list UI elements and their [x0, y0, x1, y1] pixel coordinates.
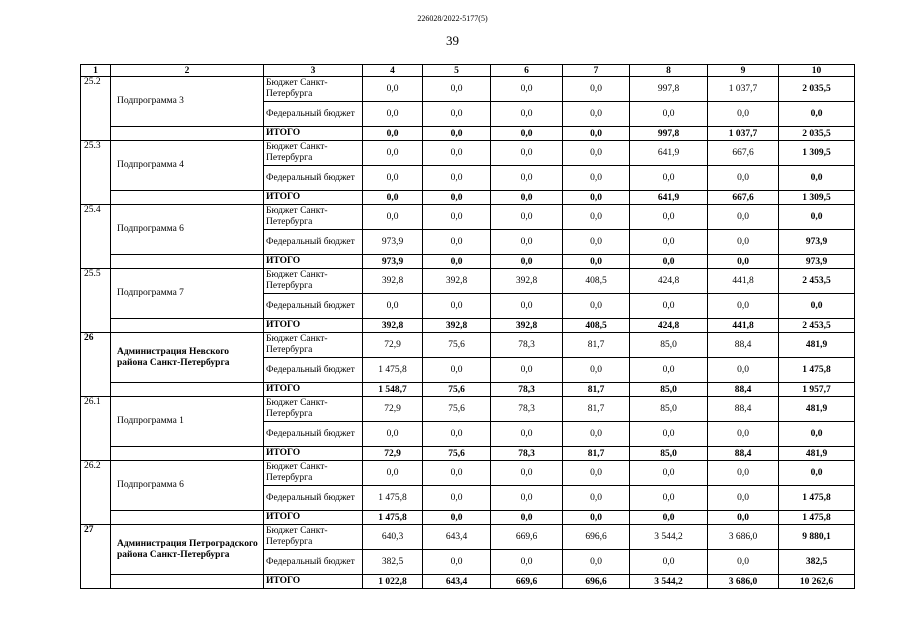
amount-cell: 85,0	[630, 397, 708, 422]
row-code: 25.4	[81, 205, 111, 269]
amount-cell: 0,0	[563, 77, 630, 102]
amount-cell: 0,0	[708, 550, 779, 575]
amount-cell: 0,0	[630, 550, 708, 575]
blank-cell	[111, 255, 264, 269]
amount-cell: 0,0	[491, 102, 563, 127]
amount-cell: 2 453,5	[779, 319, 855, 333]
amount-cell: 0,0	[563, 461, 630, 486]
amount-cell: 0,0	[630, 102, 708, 127]
funding-source: Федеральный бюджет	[264, 358, 363, 383]
amount-cell: 0,0	[630, 422, 708, 447]
amount-cell: 0,0	[708, 511, 779, 525]
row-code: 25.2	[81, 77, 111, 141]
amount-cell: 973,9	[363, 230, 423, 255]
amount-cell: 1 548,7	[363, 383, 423, 397]
amount-cell: 1 475,8	[779, 511, 855, 525]
funding-source: Федеральный бюджет	[264, 486, 363, 511]
row-code: 25.5	[81, 269, 111, 333]
amount-cell: 0,0	[708, 358, 779, 383]
amount-cell: 0,0	[491, 294, 563, 319]
amount-cell: 0,0	[708, 461, 779, 486]
amount-cell: 0,0	[363, 141, 423, 166]
amount-cell: 696,6	[563, 525, 630, 550]
column-header: 8	[630, 65, 708, 77]
amount-cell: 85,0	[630, 333, 708, 358]
amount-cell: 643,4	[423, 525, 491, 550]
column-header: 5	[423, 65, 491, 77]
table-row	[81, 205, 855, 230]
total-row	[81, 319, 855, 333]
amount-cell: 0,0	[708, 294, 779, 319]
amount-cell: 0,0	[491, 205, 563, 230]
amount-cell: 0,0	[363, 422, 423, 447]
funding-source: Федеральный бюджет	[264, 294, 363, 319]
amount-cell: 0,0	[491, 127, 563, 141]
row-code: 26.1	[81, 397, 111, 461]
row-code: 26	[81, 333, 111, 397]
funding-source: Федеральный бюджет	[264, 166, 363, 191]
amount-cell: 0,0	[630, 511, 708, 525]
funding-source: Федеральный бюджет	[264, 230, 363, 255]
funding-source: ИТОГО	[264, 511, 363, 525]
amount-cell: 0,0	[363, 191, 423, 205]
column-header: 6	[491, 65, 563, 77]
amount-cell: 0,0	[630, 205, 708, 230]
amount-cell: 696,6	[563, 575, 630, 589]
amount-cell: 1 475,8	[779, 486, 855, 511]
amount-cell: 0,0	[779, 461, 855, 486]
total-row	[81, 511, 855, 525]
amount-cell: 0,0	[491, 422, 563, 447]
amount-cell: 81,7	[563, 383, 630, 397]
budget-table	[80, 64, 855, 589]
amount-cell: 669,6	[491, 575, 563, 589]
blank-cell	[111, 575, 264, 589]
amount-cell: 997,8	[630, 77, 708, 102]
blank-cell	[111, 511, 264, 525]
program-name: Подпрограмма 1	[111, 397, 264, 447]
blank-cell	[111, 383, 264, 397]
amount-cell: 392,8	[491, 269, 563, 294]
funding-source: Бюджет Санкт-Петербурга	[264, 77, 363, 102]
row-code: 25.3	[81, 141, 111, 205]
amount-cell: 0,0	[779, 294, 855, 319]
amount-cell: 88,4	[708, 333, 779, 358]
amount-cell: 392,8	[363, 269, 423, 294]
total-row	[81, 383, 855, 397]
amount-cell: 0,0	[563, 230, 630, 255]
program-name: Администрация Петроградского района Санкт-Петербурга	[111, 525, 264, 575]
amount-cell: 408,5	[563, 319, 630, 333]
amount-cell: 1 475,8	[363, 358, 423, 383]
amount-cell: 0,0	[363, 461, 423, 486]
amount-cell: 0,0	[563, 102, 630, 127]
amount-cell: 481,9	[779, 447, 855, 461]
program-name: Подпрограмма 6	[111, 461, 264, 511]
amount-cell: 0,0	[491, 230, 563, 255]
total-row	[81, 127, 855, 141]
amount-cell: 78,3	[491, 397, 563, 422]
document-id: 226028/2022-5177(5)	[417, 14, 488, 23]
amount-cell: 0,0	[708, 230, 779, 255]
amount-cell: 0,0	[423, 294, 491, 319]
amount-cell: 1 037,7	[708, 77, 779, 102]
table-row	[81, 397, 855, 422]
amount-cell: 643,4	[423, 575, 491, 589]
amount-cell: 0,0	[708, 486, 779, 511]
amount-cell: 0,0	[491, 77, 563, 102]
blank-cell	[111, 447, 264, 461]
amount-cell: 0,0	[423, 255, 491, 269]
amount-cell: 0,0	[363, 77, 423, 102]
amount-cell: 2 453,5	[779, 269, 855, 294]
column-header: 2	[111, 65, 264, 77]
amount-cell: 0,0	[491, 141, 563, 166]
funding-source: ИТОГО	[264, 319, 363, 333]
amount-cell: 481,9	[779, 397, 855, 422]
funding-source: Бюджет Санкт-Петербурга	[264, 269, 363, 294]
amount-cell: 3 544,2	[630, 575, 708, 589]
amount-cell: 0,0	[708, 255, 779, 269]
total-row	[81, 255, 855, 269]
amount-cell: 88,4	[708, 383, 779, 397]
amount-cell: 973,9	[779, 230, 855, 255]
amount-cell: 0,0	[630, 461, 708, 486]
amount-cell: 1 475,8	[779, 358, 855, 383]
amount-cell: 0,0	[423, 511, 491, 525]
amount-cell: 0,0	[630, 166, 708, 191]
column-header: 7	[563, 65, 630, 77]
amount-cell: 75,6	[423, 383, 491, 397]
amount-cell: 1 475,8	[363, 486, 423, 511]
amount-cell: 0,0	[423, 230, 491, 255]
table-row	[81, 269, 855, 294]
funding-source: Федеральный бюджет	[264, 102, 363, 127]
amount-cell: 0,0	[630, 255, 708, 269]
table-body	[81, 77, 855, 589]
amount-cell: 0,0	[563, 511, 630, 525]
amount-cell: 641,9	[630, 191, 708, 205]
amount-cell: 424,8	[630, 269, 708, 294]
program-name: Подпрограмма 3	[111, 77, 264, 127]
amount-cell: 1 475,8	[363, 511, 423, 525]
amount-cell: 0,0	[363, 205, 423, 230]
amount-cell: 997,8	[630, 127, 708, 141]
table-row	[81, 461, 855, 486]
funding-source: ИТОГО	[264, 127, 363, 141]
amount-cell: 0,0	[563, 358, 630, 383]
amount-cell: 0,0	[630, 294, 708, 319]
funding-source: Бюджет Санкт-Петербурга	[264, 525, 363, 550]
amount-cell: 669,6	[491, 525, 563, 550]
amount-cell: 392,8	[363, 319, 423, 333]
amount-cell: 0,0	[423, 102, 491, 127]
amount-cell: 441,8	[708, 319, 779, 333]
amount-cell: 0,0	[423, 205, 491, 230]
amount-cell: 1 309,5	[779, 141, 855, 166]
amount-cell: 81,7	[563, 447, 630, 461]
column-header: 1	[81, 65, 111, 77]
amount-cell: 0,0	[363, 102, 423, 127]
total-row	[81, 447, 855, 461]
amount-cell: 2 035,5	[779, 77, 855, 102]
amount-cell: 382,5	[363, 550, 423, 575]
amount-cell: 0,0	[491, 255, 563, 269]
amount-cell: 392,8	[423, 269, 491, 294]
amount-cell: 0,0	[708, 166, 779, 191]
amount-cell: 0,0	[363, 166, 423, 191]
funding-source: Федеральный бюджет	[264, 422, 363, 447]
amount-cell: 88,4	[708, 397, 779, 422]
amount-cell: 0,0	[491, 511, 563, 525]
amount-cell: 0,0	[563, 166, 630, 191]
funding-source: Бюджет Санкт-Петербурга	[264, 141, 363, 166]
column-header: 3	[264, 65, 363, 77]
funding-source: ИТОГО	[264, 255, 363, 269]
amount-cell: 85,0	[630, 383, 708, 397]
amount-cell: 0,0	[563, 205, 630, 230]
funding-source: ИТОГО	[264, 447, 363, 461]
page-number: 39	[446, 33, 459, 48]
program-name: Администрация Невского района Санкт-Петербурга	[111, 333, 264, 383]
amount-cell: 81,7	[563, 397, 630, 422]
funding-source: Федеральный бюджет	[264, 550, 363, 575]
amount-cell: 0,0	[630, 486, 708, 511]
amount-cell: 0,0	[491, 461, 563, 486]
amount-cell: 72,9	[363, 447, 423, 461]
amount-cell: 3 686,0	[708, 575, 779, 589]
amount-cell: 0,0	[363, 294, 423, 319]
amount-cell: 75,6	[423, 333, 491, 358]
amount-cell: 0,0	[423, 550, 491, 575]
amount-cell: 0,0	[563, 550, 630, 575]
funding-source: Бюджет Санкт-Петербурга	[264, 333, 363, 358]
amount-cell: 392,8	[491, 319, 563, 333]
total-row	[81, 191, 855, 205]
amount-cell: 0,0	[423, 422, 491, 447]
amount-cell: 0,0	[423, 141, 491, 166]
amount-cell: 0,0	[423, 461, 491, 486]
amount-cell: 1 309,5	[779, 191, 855, 205]
amount-cell: 3 544,2	[630, 525, 708, 550]
amount-cell: 441,8	[708, 269, 779, 294]
amount-cell: 9 880,1	[779, 525, 855, 550]
amount-cell: 1 957,7	[779, 383, 855, 397]
amount-cell: 1 022,8	[363, 575, 423, 589]
amount-cell: 0,0	[423, 166, 491, 191]
amount-cell: 0,0	[563, 255, 630, 269]
amount-cell: 0,0	[563, 127, 630, 141]
amount-cell: 0,0	[363, 127, 423, 141]
amount-cell: 0,0	[630, 230, 708, 255]
funding-source: ИТОГО	[264, 575, 363, 589]
amount-cell: 424,8	[630, 319, 708, 333]
column-header: 4	[363, 65, 423, 77]
program-name: Подпрограмма 7	[111, 269, 264, 319]
amount-cell: 0,0	[491, 191, 563, 205]
amount-cell: 0,0	[491, 550, 563, 575]
column-header: 10	[779, 65, 855, 77]
amount-cell: 1 037,7	[708, 127, 779, 141]
amount-cell: 0,0	[630, 358, 708, 383]
amount-cell: 0,0	[779, 102, 855, 127]
amount-cell: 0,0	[563, 191, 630, 205]
amount-cell: 75,6	[423, 447, 491, 461]
amount-cell: 0,0	[491, 358, 563, 383]
amount-cell: 0,0	[563, 486, 630, 511]
table-row	[81, 525, 855, 550]
amount-cell: 0,0	[423, 486, 491, 511]
amount-cell: 3 686,0	[708, 525, 779, 550]
program-name: Подпрограмма 6	[111, 205, 264, 255]
amount-cell: 382,5	[779, 550, 855, 575]
total-row	[81, 575, 855, 589]
column-header: 9	[708, 65, 779, 77]
amount-cell: 0,0	[563, 294, 630, 319]
funding-source: ИТОГО	[264, 191, 363, 205]
amount-cell: 0,0	[491, 166, 563, 191]
amount-cell: 973,9	[779, 255, 855, 269]
row-code: 27	[81, 525, 111, 589]
amount-cell: 0,0	[779, 205, 855, 230]
amount-cell: 640,3	[363, 525, 423, 550]
amount-cell: 667,6	[708, 141, 779, 166]
amount-cell: 0,0	[708, 422, 779, 447]
amount-cell: 408,5	[563, 269, 630, 294]
program-name: Подпрограмма 4	[111, 141, 264, 191]
table-row	[81, 77, 855, 102]
amount-cell: 88,4	[708, 447, 779, 461]
table-row	[81, 333, 855, 358]
amount-cell: 0,0	[563, 422, 630, 447]
funding-source: ИТОГО	[264, 383, 363, 397]
amount-cell: 78,3	[491, 447, 563, 461]
amount-cell: 481,9	[779, 333, 855, 358]
amount-cell: 81,7	[563, 333, 630, 358]
blank-cell	[111, 191, 264, 205]
amount-cell: 78,3	[491, 333, 563, 358]
amount-cell: 0,0	[708, 102, 779, 127]
blank-cell	[111, 319, 264, 333]
amount-cell: 10 262,6	[779, 575, 855, 589]
blank-cell	[111, 127, 264, 141]
amount-cell: 641,9	[630, 141, 708, 166]
amount-cell: 0,0	[491, 486, 563, 511]
amount-cell: 0,0	[423, 127, 491, 141]
funding-source: Бюджет Санкт-Петербурга	[264, 461, 363, 486]
amount-cell: 72,9	[363, 397, 423, 422]
amount-cell: 0,0	[779, 166, 855, 191]
funding-source: Бюджет Санкт-Петербурга	[264, 397, 363, 422]
amount-cell: 85,0	[630, 447, 708, 461]
amount-cell: 392,8	[423, 319, 491, 333]
amount-cell: 72,9	[363, 333, 423, 358]
amount-cell: 667,6	[708, 191, 779, 205]
column-number-row	[81, 65, 855, 77]
amount-cell: 0,0	[423, 191, 491, 205]
amount-cell: 2 035,5	[779, 127, 855, 141]
amount-cell: 973,9	[363, 255, 423, 269]
row-code: 26.2	[81, 461, 111, 525]
amount-cell: 0,0	[779, 422, 855, 447]
amount-cell: 0,0	[423, 77, 491, 102]
amount-cell: 0,0	[563, 141, 630, 166]
amount-cell: 78,3	[491, 383, 563, 397]
table-row	[81, 141, 855, 166]
funding-source: Бюджет Санкт-Петербурга	[264, 205, 363, 230]
amount-cell: 0,0	[708, 205, 779, 230]
amount-cell: 0,0	[423, 358, 491, 383]
amount-cell: 75,6	[423, 397, 491, 422]
